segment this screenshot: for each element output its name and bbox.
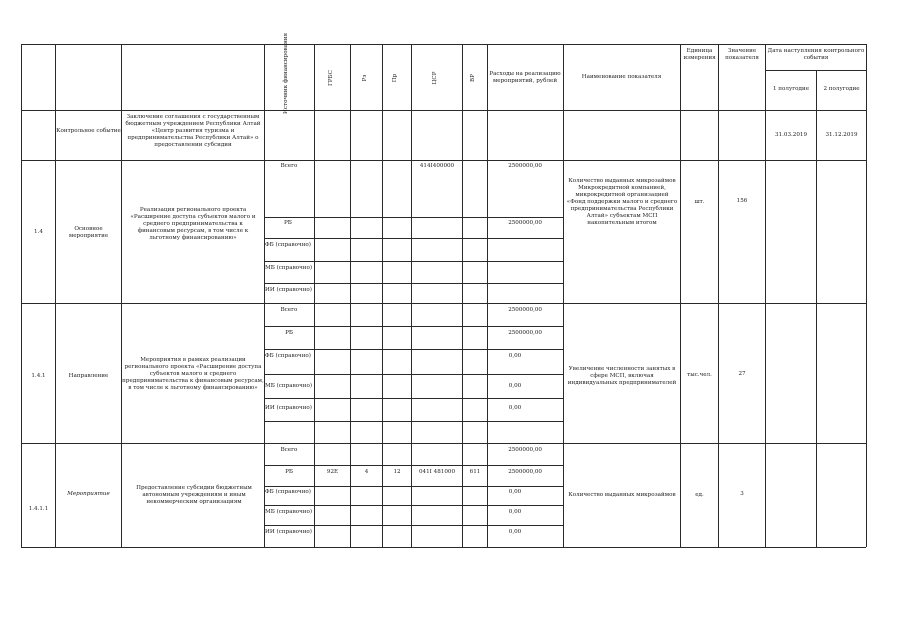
block1411-sum-fb: 0,00 — [508, 489, 522, 495]
block1411-rz: 4 — [364, 469, 369, 475]
block14-text: Реализация регионального проекта «Расширение доступа субъектов малого и среднего предпринимательства к финансовым ресурсам, в том числе к льготному финансированию» — [130, 207, 256, 241]
header-rz: Рз — [362, 74, 368, 82]
block14-row-rb: РБ — [284, 220, 292, 226]
col-line — [816, 70, 817, 547]
block14-sum-total: 2500000,00 — [508, 163, 542, 169]
header-unit: Единица измерения — [683, 48, 716, 61]
block1411-sum-ii: 0,00 — [508, 529, 522, 535]
block1411-row-ii: ИИ (справочно) — [265, 529, 312, 535]
header-divider — [21, 110, 866, 111]
block1411-tsr: 041I 481000 — [418, 469, 456, 475]
block141-row-ii: ИИ (справочно) — [265, 405, 312, 411]
col-line — [680, 44, 681, 547]
block14-row-ii: ИИ (справочно) — [265, 287, 312, 293]
block1411-row-line — [264, 465, 563, 466]
table-bottom-border — [21, 547, 866, 548]
block141-value: 27 — [738, 371, 746, 377]
control-text: Заключение соглашения с государственным бюджетным учреждением Республики Алтай «Центр развития туризма и предпринимательства Республики Алтай» о предоставлении субсидии — [125, 114, 261, 148]
block141-indicator: Увеличение численности занятых в сфере МСП, включая индивидуальных предпринимателей — [567, 366, 677, 386]
block141-sum-ii: 0,00 — [508, 405, 522, 411]
header-value: Значение показателя — [725, 48, 759, 61]
block14-type: Основное мероприятие — [68, 226, 109, 239]
col-line — [21, 44, 22, 547]
header-grbs: ГРБС — [328, 70, 334, 86]
block141-row-rb: РБ — [285, 330, 293, 336]
col-line — [264, 44, 265, 547]
block1411-sum-total: 2500000,00 — [508, 447, 542, 453]
block141-row-fb: ФБ (справочно) — [265, 353, 311, 359]
block14-unit: шт. — [694, 199, 705, 205]
block1411-vr: 611 — [469, 469, 481, 475]
table-top-border — [21, 44, 866, 45]
block141-row-line — [264, 326, 563, 327]
header-date: Дата наступления контрольного события — [767, 48, 865, 61]
header-vr: ВР — [470, 74, 476, 82]
block14-row-line — [264, 238, 563, 239]
block1411-grbs: 92Е — [326, 469, 339, 475]
block14-row-line — [264, 261, 563, 262]
block1411-row-mb: МБ (справочно) — [265, 509, 313, 515]
block14-row-line — [264, 283, 563, 284]
header-source: Источник финансирования — [283, 32, 289, 114]
header-tsr: ЦСР — [432, 71, 438, 85]
block141-divider — [21, 443, 866, 444]
block141-row-line — [264, 398, 563, 399]
control-date2: 31.12.2019 — [825, 132, 858, 138]
block141-sum-rb: 2500000,00 — [508, 330, 542, 336]
control-divider — [21, 160, 866, 161]
block141-text: Мероприятия в рамках реализации регионального проекта «Расширение доступа субъектов малого и среднего предпринимательства к финансовым ресурсам, в том числе к льготному финансированию» — [122, 357, 264, 391]
header-half1: 1 полугодие — [772, 86, 810, 92]
block141-sum-total: 2500000,00 — [508, 307, 542, 313]
header-pr: Пр — [392, 73, 398, 83]
block1411-num: 1.4.1.1 — [28, 506, 49, 512]
block1411-row-line — [264, 486, 563, 487]
block14-row-fb: ФБ (справочно) — [265, 242, 311, 248]
block141-type: Направление — [68, 373, 109, 379]
block1411-sum-mb: 0,00 — [508, 509, 522, 515]
block1411-type: Мероприятие — [67, 491, 110, 497]
block14-sum-rb: 2500000,00 — [508, 220, 542, 226]
col-line — [765, 44, 766, 547]
block1411-row-line — [264, 505, 563, 506]
col-line — [866, 44, 867, 547]
block14-num: 1.4 — [34, 229, 43, 235]
block1411-sum-rb: 2500000,00 — [508, 469, 542, 475]
col-line — [718, 44, 719, 547]
block14-indicator: Количество выданных микрозаймов Микрокредитной компанией, микрокредитной организацией «Фонд поддержки малого и среднего предпринимательства Республики Алтай» субъектам МСП накопительным итогом — [566, 178, 678, 226]
block141-unit: тыс.чел. — [687, 372, 712, 378]
block1411-row-rb: РБ — [285, 469, 293, 475]
block1411-row-fb: ФБ (справочно) — [265, 489, 311, 495]
block14-tsr-total: 414I400000 — [419, 163, 455, 169]
header-expenses: Расходы на реализацию мероприятий, рублей — [489, 71, 561, 84]
col-line — [563, 44, 564, 547]
block141-row-mb: МБ (справочно) — [265, 383, 313, 389]
block141-row-total: Всего — [280, 307, 298, 313]
col-line — [121, 44, 122, 547]
block1411-row-line — [264, 525, 563, 526]
header-half2: 2 полугодие — [823, 86, 860, 92]
block141-row-line — [264, 421, 563, 422]
block14-value: 156 — [736, 198, 748, 204]
block14-divider — [21, 303, 866, 304]
block14-row-mb: МБ (справочно) — [265, 265, 313, 271]
control-date1: 31.03.2019 — [774, 132, 808, 138]
block1411-indicator: Количество выданных микрозаймов — [568, 492, 676, 498]
block141-row-line — [264, 349, 563, 350]
block14-row-total: Всего — [280, 163, 298, 169]
block1411-unit: ед. — [695, 492, 704, 498]
block141-sum-fb: 0,00 — [508, 353, 522, 359]
block141-sum-mb: 0,00 — [508, 383, 522, 389]
header-indicator: Наименование показателя — [581, 74, 662, 80]
block141-row-line — [264, 374, 563, 375]
control-type: Контрольное событие — [56, 128, 121, 134]
block1411-row-total: Всего — [280, 447, 298, 453]
block1411-value: 3 — [740, 491, 744, 497]
col-line — [55, 44, 56, 547]
block1411-text: Предоставление субсидии бюджетным автономным учреждениям и иным некоммерческим организациям — [136, 485, 252, 505]
block14-row-line — [264, 217, 563, 218]
block141-num: 1.4.1 — [31, 373, 46, 379]
block1411-pr: 12 — [393, 469, 401, 475]
